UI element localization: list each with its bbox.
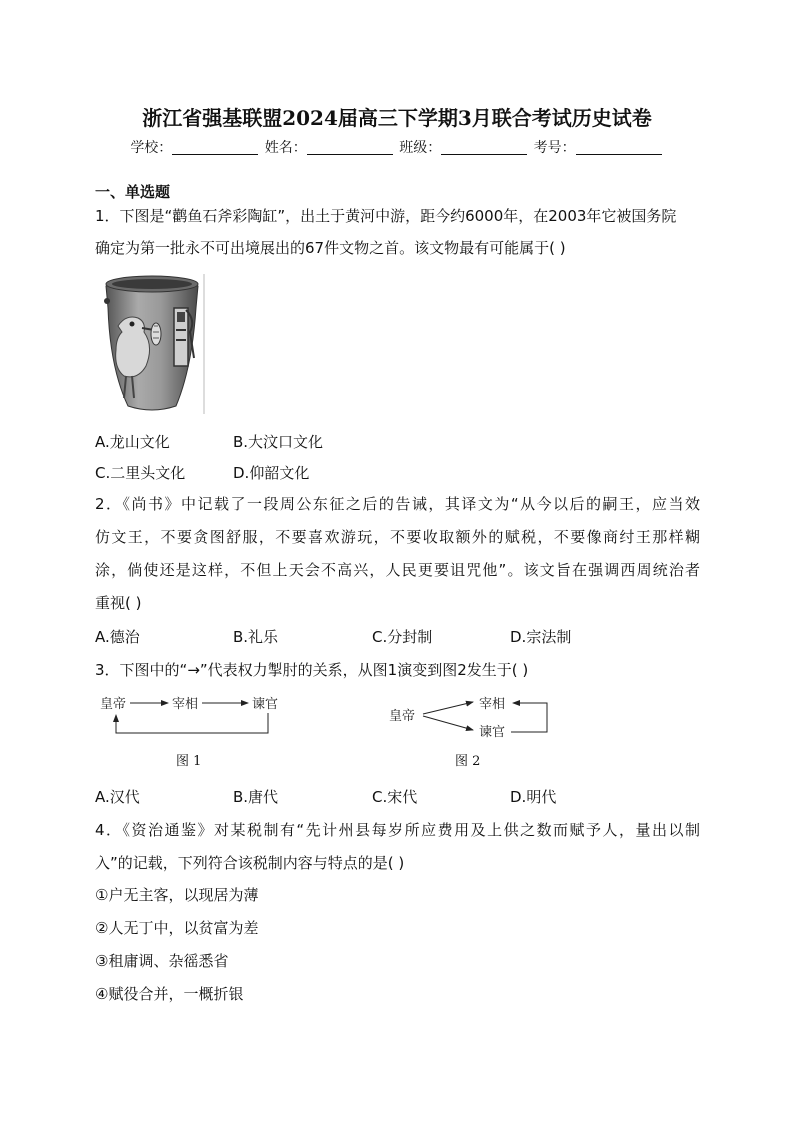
q1-option-d[interactable]: D.仰韶文化 (233, 464, 310, 482)
q2-line-1: 2．《尚书》中记载了一段周公东征之后的告诫，其译文为“从今以后的嗣王，应当效 (95, 495, 700, 513)
q4-line-2: 入”的记载，下列符合该税制内容与特点的是( ) (95, 854, 405, 872)
q2-line-4: 重视( ) (95, 594, 142, 612)
number-label: 考号： (533, 140, 576, 156)
q3-line-1: 3．下图中的“→”代表权力掣肘的关系，从图1演变到图2发生于( ) (95, 661, 529, 679)
painted-pottery-jar-image (98, 268, 206, 414)
section-title: 一、单选题 (95, 183, 171, 201)
q1-option-a[interactable]: A.龙山文化 (95, 433, 170, 451)
student-info-line (0, 137, 794, 157)
q3-option-d[interactable]: D.明代 (510, 788, 557, 806)
q2-option-b[interactable]: B.礼乐 (233, 628, 279, 646)
q1-option-c[interactable]: C.二里头文化 (95, 464, 186, 482)
fig2-caption: 图 2 (455, 754, 481, 769)
q3-option-a[interactable]: A.汉代 (95, 788, 140, 806)
fig2-emperor: 皇帝 (389, 709, 416, 724)
q2-option-c[interactable]: C.分封制 (372, 628, 433, 646)
class-label: 班级： (399, 140, 442, 156)
q1-line-2: 确定为第一批永不可出境展出的67件文物之首。该文物最有可能属于( ) (95, 239, 566, 257)
school-label: 学校： (130, 140, 173, 156)
number-blank[interactable] (576, 140, 662, 155)
q4-item-3: ③租庸调、杂徭悉省 (95, 952, 229, 970)
q4-item-2: ②人无丁中，以贫富为差 (95, 919, 259, 937)
q2-option-d[interactable]: D.宗法制 (510, 628, 572, 646)
fig1-censor: 谏官 (252, 697, 279, 712)
exam-title: 浙江省强基联盟2024届高三下学期3月联合考试历史试卷 (142, 106, 652, 130)
fig2-censor: 谏官 (479, 725, 506, 740)
q2-line-2: 仿文王，不要贪图舒服，不要喜欢游玩，不要收取额外的赋税，不要像商纣王那样糊 (95, 528, 700, 546)
fig1-caption: 图 1 (176, 754, 202, 769)
fig2-chancellor: 宰相 (479, 697, 506, 712)
name-blank[interactable] (307, 140, 393, 155)
q3-option-c[interactable]: C.宋代 (372, 788, 418, 806)
q2-option-a[interactable]: A.德治 (95, 628, 140, 646)
q4-item-4: ④赋役合并，一概折银 (95, 985, 244, 1003)
fig1-emperor: 皇帝 (100, 697, 127, 712)
school-blank[interactable] (172, 140, 258, 155)
q4-item-1: ①户无主客，以现居为薄 (95, 886, 259, 904)
q1-option-b[interactable]: B.大汶口文化 (233, 433, 324, 451)
q3-option-b[interactable]: B.唐代 (233, 788, 279, 806)
name-label: 姓名： (264, 140, 307, 156)
fig1-chancellor: 宰相 (172, 697, 199, 712)
q4-line-1: 4．《资治通鉴》对某税制有“先计州县每岁所应费用及上供之数而赋予人，量出以制 (95, 821, 700, 839)
q2-line-3: 涂，倘使还是这样，不但上天会不高兴，人民更要诅咒他”。该文旨在强调西周统治者 (95, 561, 700, 579)
class-blank[interactable] (441, 140, 527, 155)
q1-line-1: 1．下图是“鹳鱼石斧彩陶缸”，出土于黄河中游，距今约6000年，在2003年它被国务院 (95, 207, 677, 225)
